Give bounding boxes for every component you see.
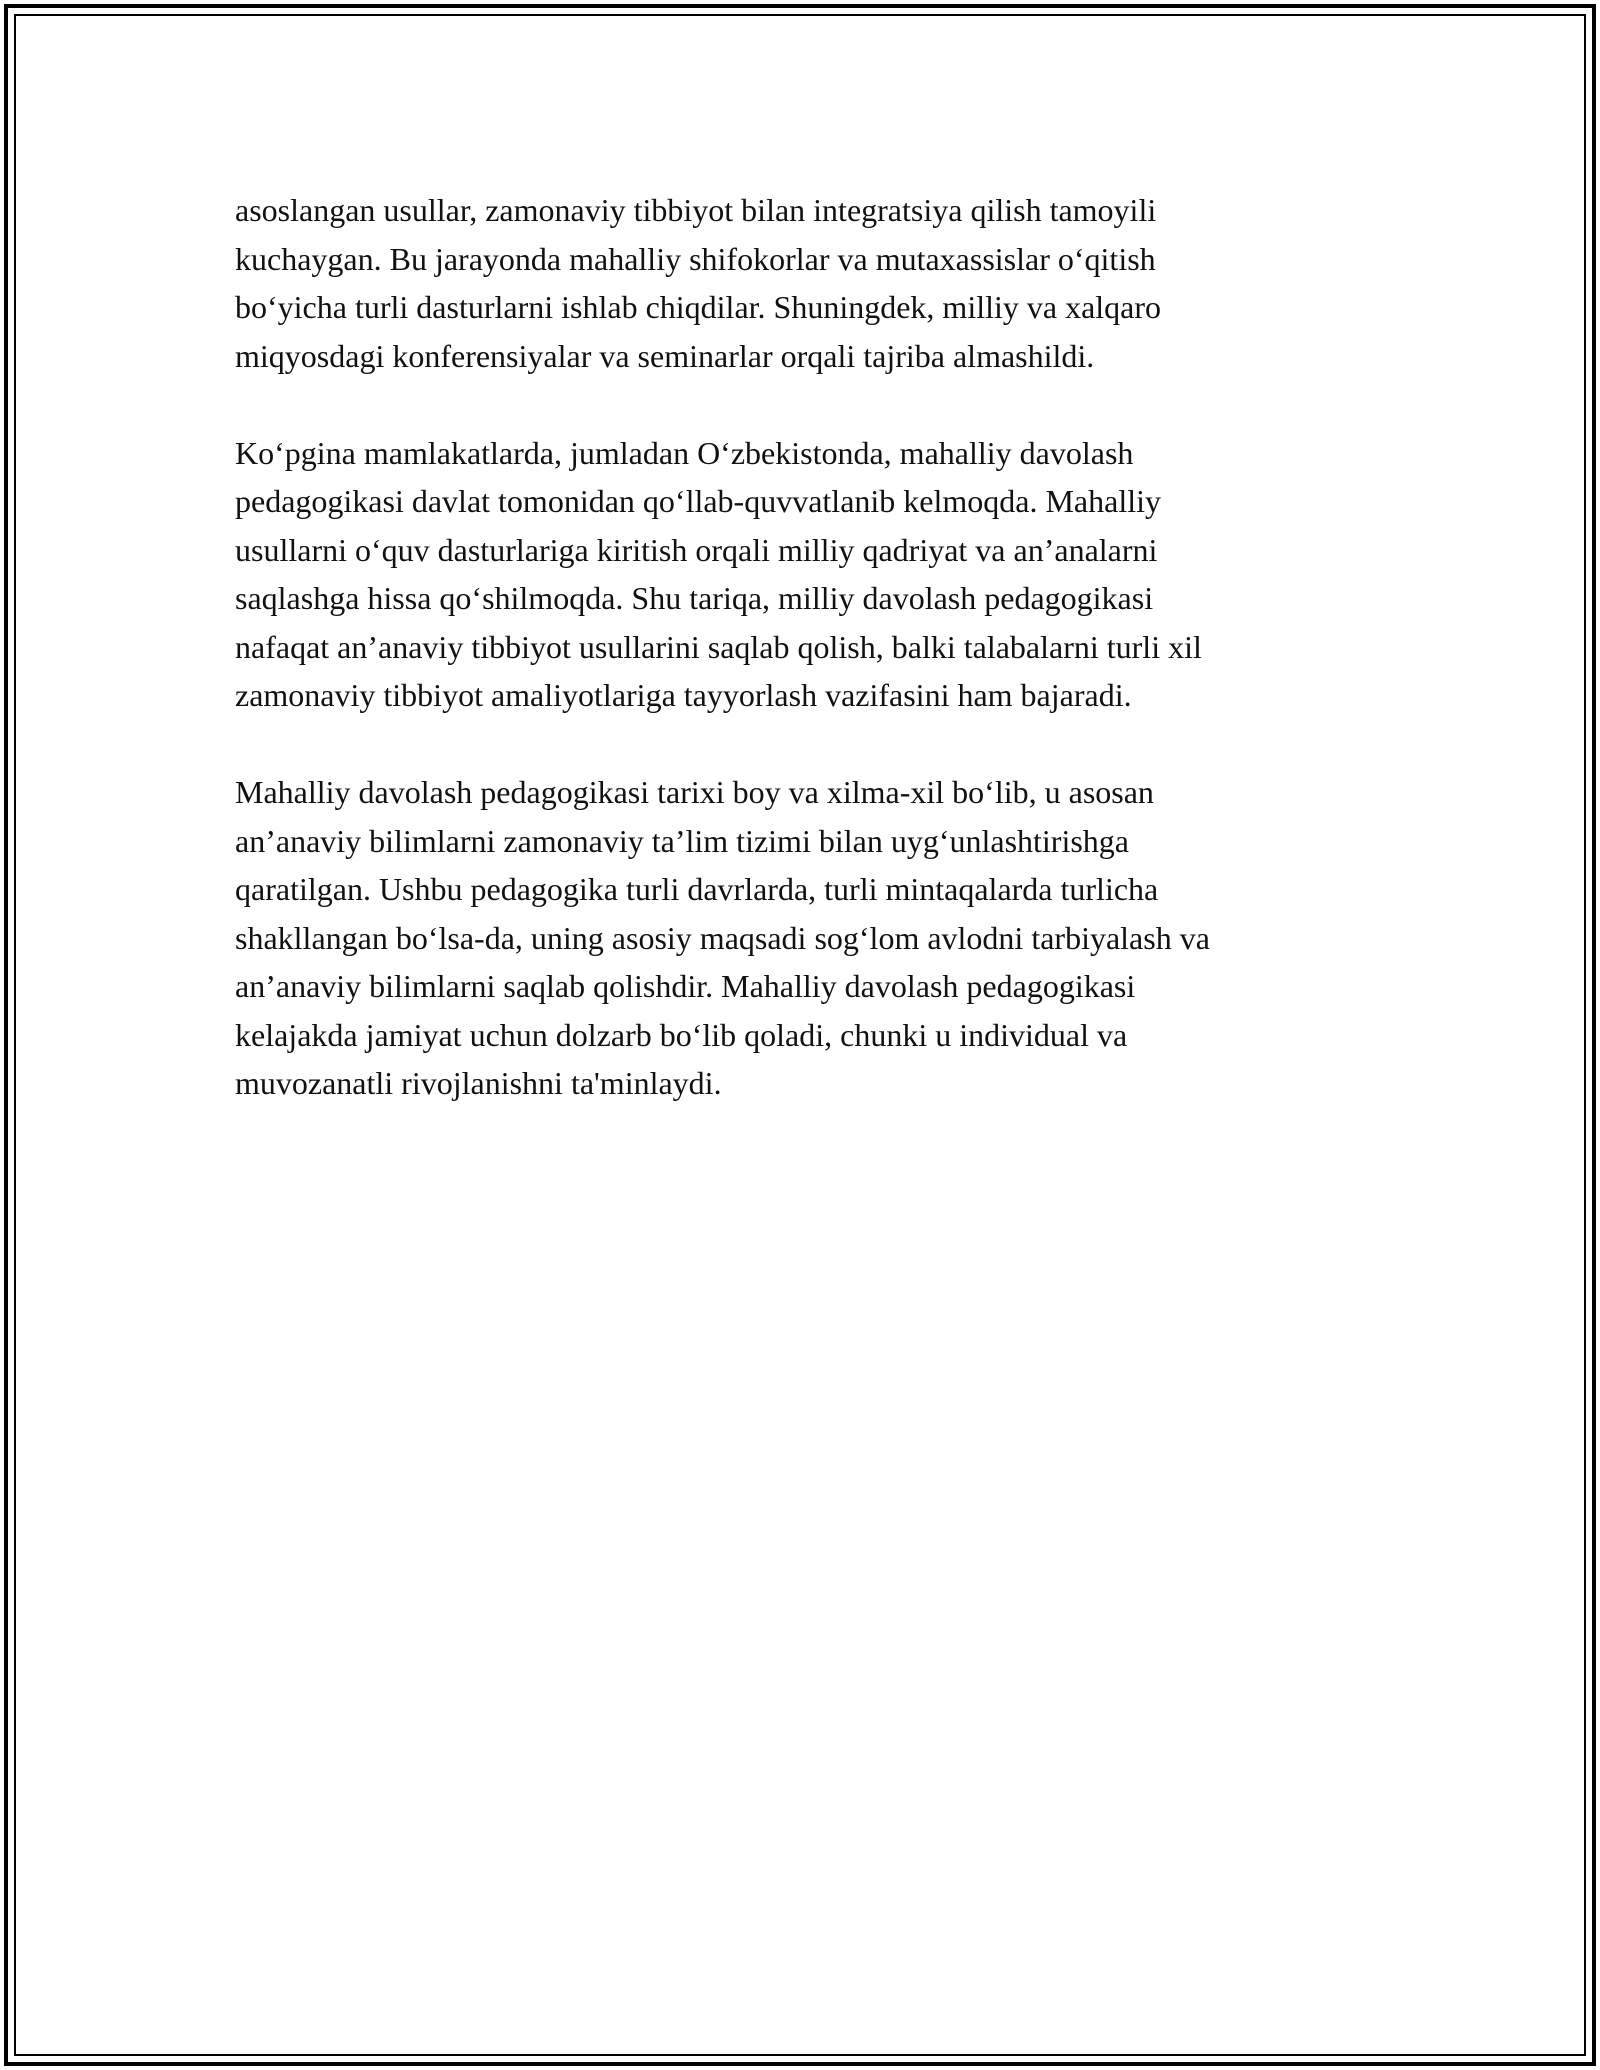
- text-line: muvozanatli rivojlanishni ta'minlaydi.: [235, 1065, 722, 1101]
- paragraph-3: [235, 768, 1375, 1108]
- text-line: pedagogikasi davlat tomonidan qo‘llab-quvvatlanib kelmoqda. Mahalliy: [235, 483, 1161, 519]
- text-line: qaratilgan. Ushbu pedagogika turli davrlarda, turli mintaqalarda turlicha: [235, 871, 1159, 907]
- text-line: kuchaygan. Bu jarayonda mahalliy shifokorlar va mutaxassislar o‘qitish: [235, 240, 1156, 277]
- text-line: an’anaviy bilimlarni zamonaviy ta’lim tizimi bilan uyg‘unlashtirishga: [235, 822, 1129, 859]
- text-line: zamonaviy tibbiyot amaliyotlariga tayyorlash vazifasini ham bajaradi.: [235, 677, 1132, 713]
- paragraph-2: [235, 429, 1375, 720]
- text-line: saqlashga hissa qo‘shilmoqda. Shu tariqa, milliy davolash pedagogikasi: [235, 580, 1154, 616]
- text-line: asoslangan usullar, zamonaviy tibbiyot bilan integratsiya qilish tamoyili: [235, 192, 1157, 228]
- text-line: miqyosdagi konferensiyalar va seminarlar orqali tajriba almashildi.: [235, 337, 1095, 374]
- text-line: bo‘yicha turli dasturlarni ishlab chiqdilar. Shuningdek, milliy va xalqaro: [235, 289, 1162, 325]
- text-line: usullarni o‘quv dasturlariga kiritish orqali milliy qadriyat va an’analarni: [235, 531, 1158, 568]
- text-line: kelajakda jamiyat uchun dolzarb bo‘lib qoladi, chunki u individual va: [235, 1016, 1128, 1053]
- text-line: nafaqat an’anaviy tibbiyot usullarini saqlab qolish, balki talabalarni turli xil: [235, 628, 1202, 665]
- paragraph-1: [235, 186, 1375, 380]
- text-line: Mahalliy davolash pedagogikasi tarixi boy va xilma-xil bo‘lib, u asosan: [235, 774, 1154, 810]
- text-line: Ko‘pgina mamlakatlarda, jumladan O‘zbekistonda, mahalliy davolash: [235, 434, 1134, 471]
- text-line: shakllangan bo‘lsa-da, uning asosiy maqsadi sog‘lom avlodni tarbiyalash va: [235, 919, 1210, 956]
- document-body: [235, 186, 1375, 1156]
- text-line: an’anaviy bilimlarni saqlab qolishdir. Mahalliy davolash pedagogikasi: [235, 968, 1136, 1004]
